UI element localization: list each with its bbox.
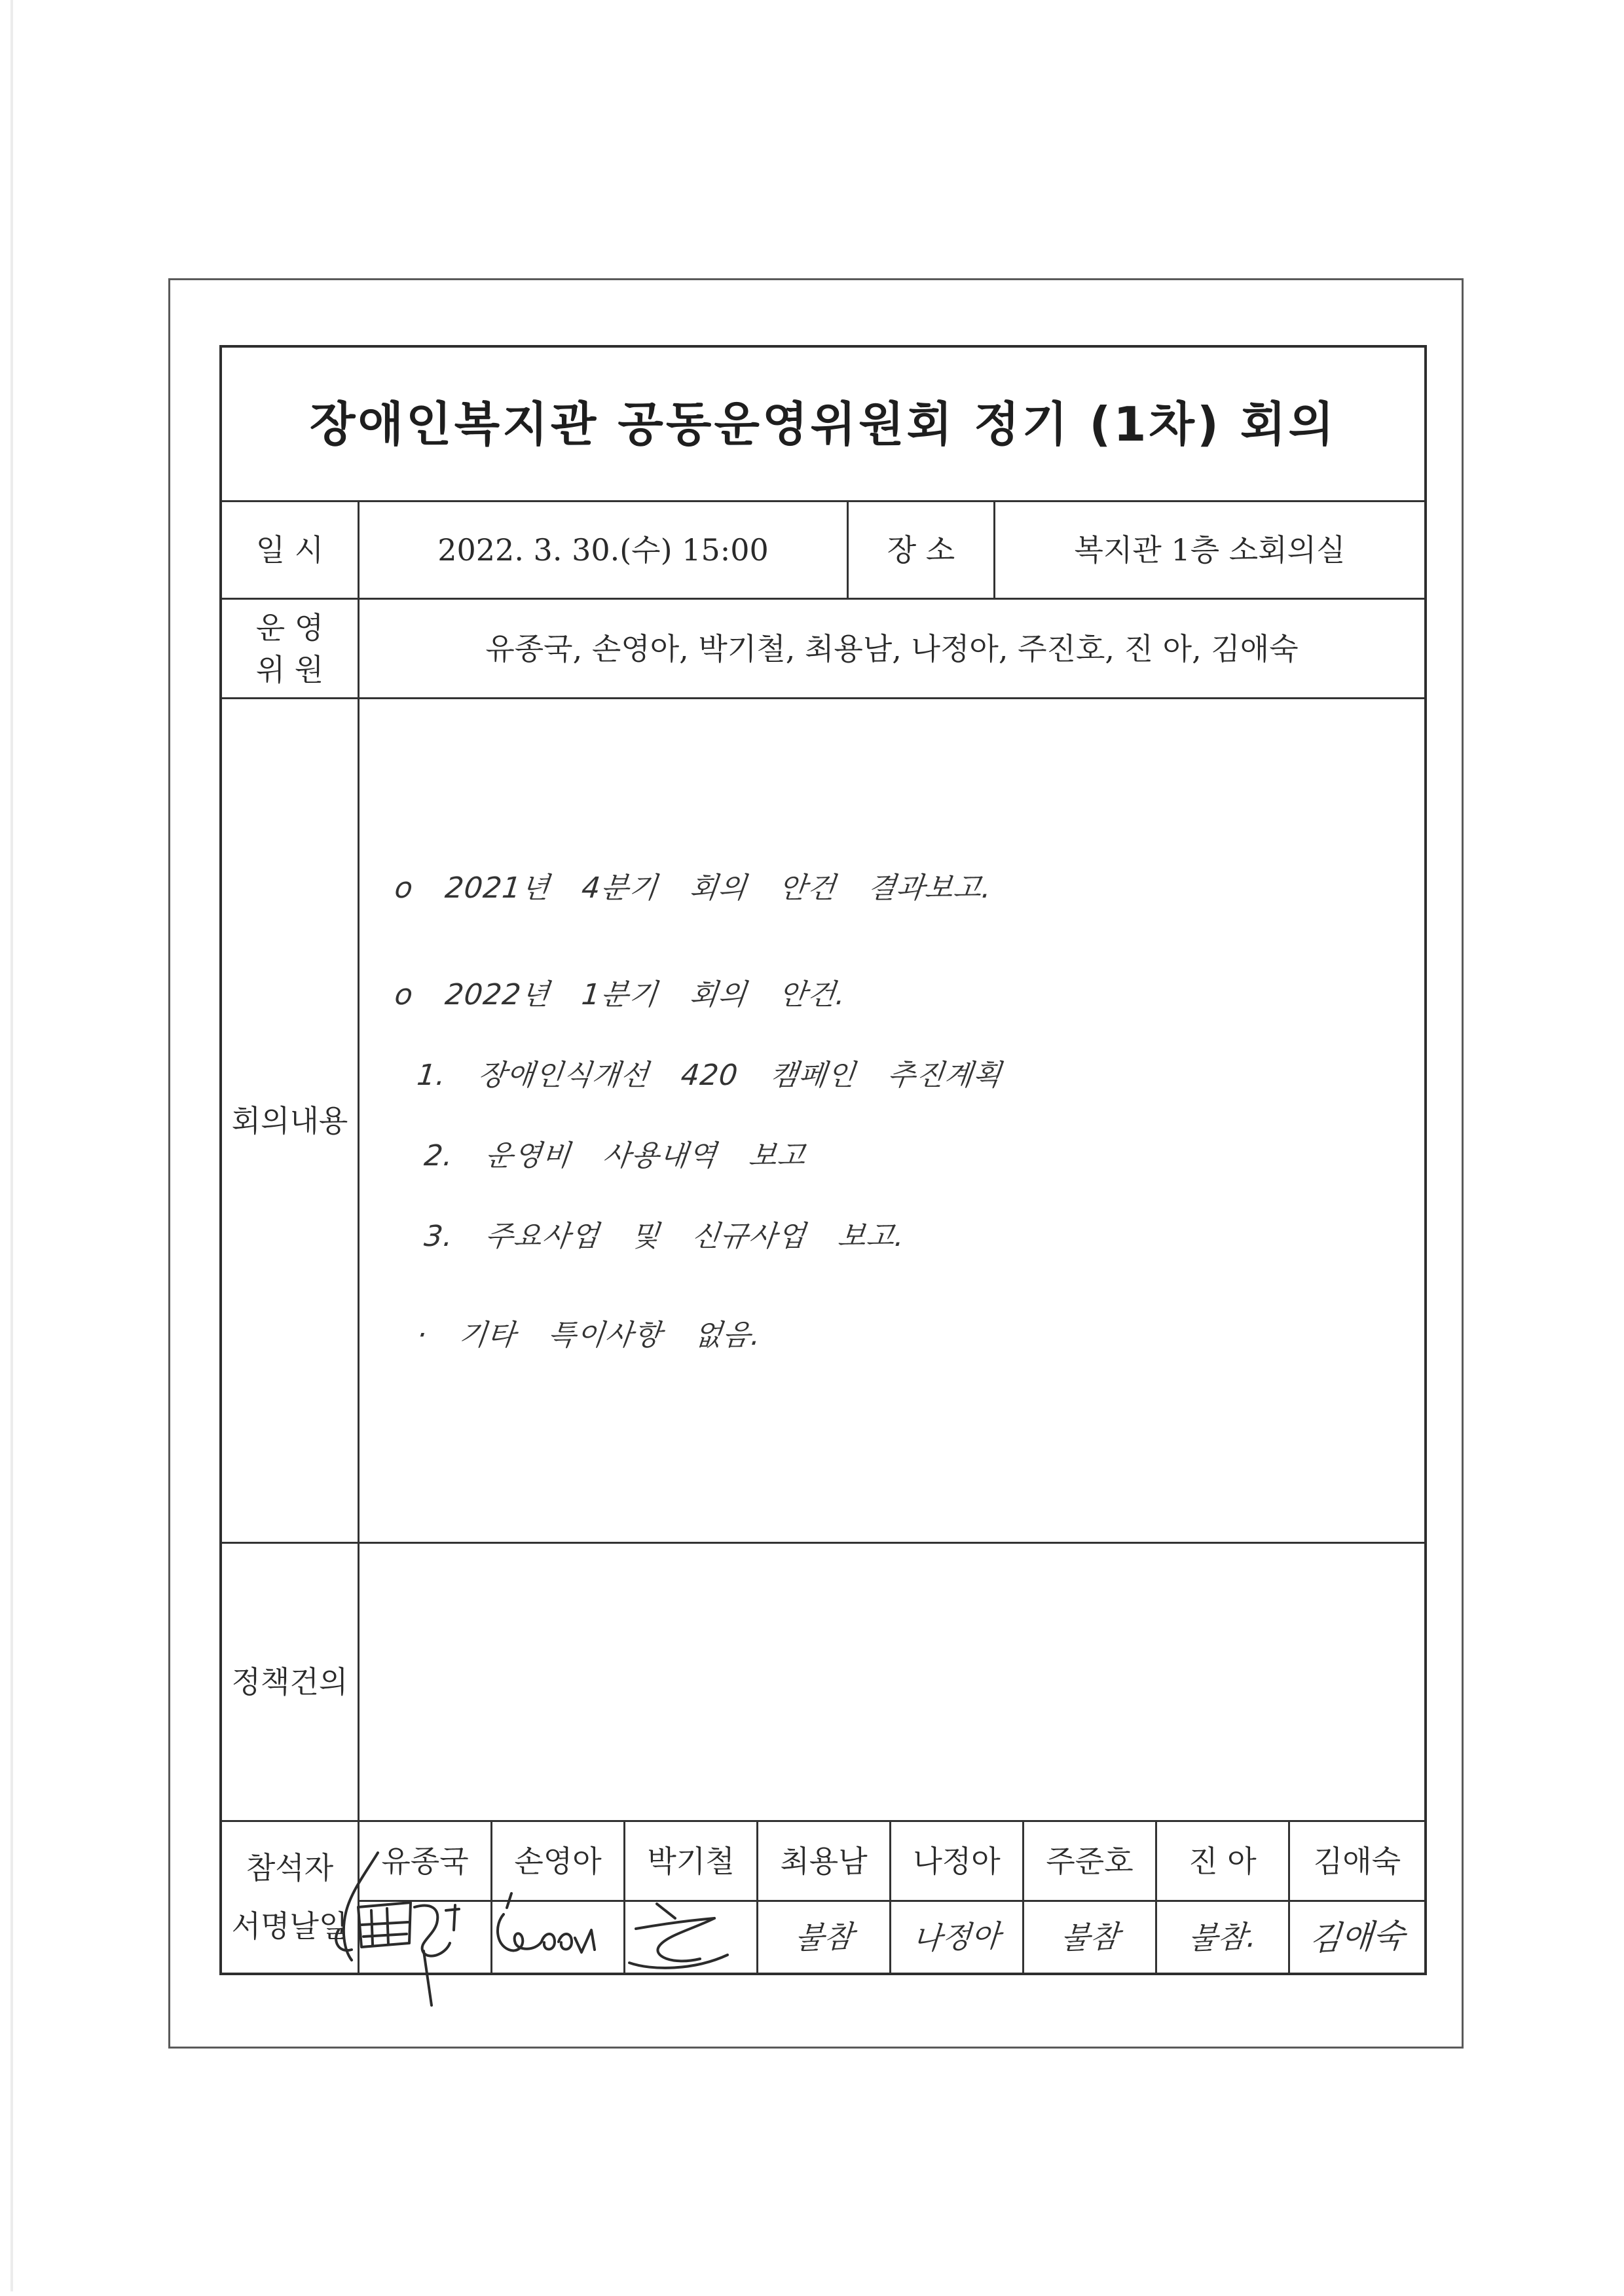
attendance-label-line1: 참석자 [246,1850,334,1886]
attendee-name: 나정아 [891,1822,1024,1902]
minutes-line: · 기타 특이사항 없음. [415,1319,763,1352]
members-label-line2: 위 원 [255,651,324,687]
attendee-name: 손영아 [492,1822,625,1902]
absent-mark: 불참 [1059,1918,1120,1956]
minutes-line: 3. 주요사업 및 신규사업 보고. [422,1220,907,1253]
policy-content [360,1544,1424,1822]
signature-scribble [612,1899,743,1977]
minutes-line: 1. 장애인식개선 420 캠페인 추진계획 [415,1059,1004,1092]
handwritten-signature: 김애숙 [1308,1916,1407,1958]
datetime-value: 2022. 3. 30.(수) 15:00 [360,502,849,600]
attendee-signature-cell [1157,1902,1290,1973]
members-label-line1: 운 영 [255,610,324,646]
signature-scribble [331,1845,471,2012]
attendee-name: 박기철 [625,1822,758,1902]
attendee-name: 김애숙 [1290,1822,1424,1902]
scan-edge-shadow [10,0,13,2291]
attendance-label-line2: 서명날일 [231,1908,348,1944]
minutes-form [219,345,1427,1975]
signature-scribble [488,1884,612,1973]
minutes-line: o 2022년 1분기 회의 안건. [393,978,848,1011]
document-title: 장애인복지관 공동운영위원회 정기 (1차) 회의 [222,348,1424,502]
datetime-label: 일 시 [222,502,360,600]
place-label: 장 소 [849,502,995,600]
attendee-name: 진 아 [1157,1822,1290,1902]
attendee-signature-cell [758,1902,891,1973]
attendee-signature-cell [1024,1902,1157,1973]
minutes-label: 회의내용 [222,699,360,1544]
members-label [222,600,360,699]
minutes-content [360,699,1424,1544]
absent-mark: 불참 [793,1918,855,1956]
minutes-line: o 2021년 4분기 회의 안건 결과보고. [393,871,994,905]
attendee-name: 최용남 [758,1822,891,1902]
attendee-signature-cell [1290,1902,1424,1973]
policy-label: 정책건의 [222,1544,360,1822]
handwritten-signature: 나정아 [912,1918,1002,1957]
absent-mark: 불참. [1187,1918,1258,1956]
place-value: 복지관 1층 소회의실 [995,502,1424,600]
attendee-name: 주준호 [1024,1822,1157,1902]
members-list: 유종국, 손영아, 박기철, 최용남, 나정아, 주진호, 진 아, 김애숙 [360,600,1424,699]
attendee-name: 유종국 [360,1822,492,1902]
minutes-line: 2. 운영비 사용내역 보고 [422,1139,808,1173]
attendee-signature-cell [891,1902,1024,1973]
